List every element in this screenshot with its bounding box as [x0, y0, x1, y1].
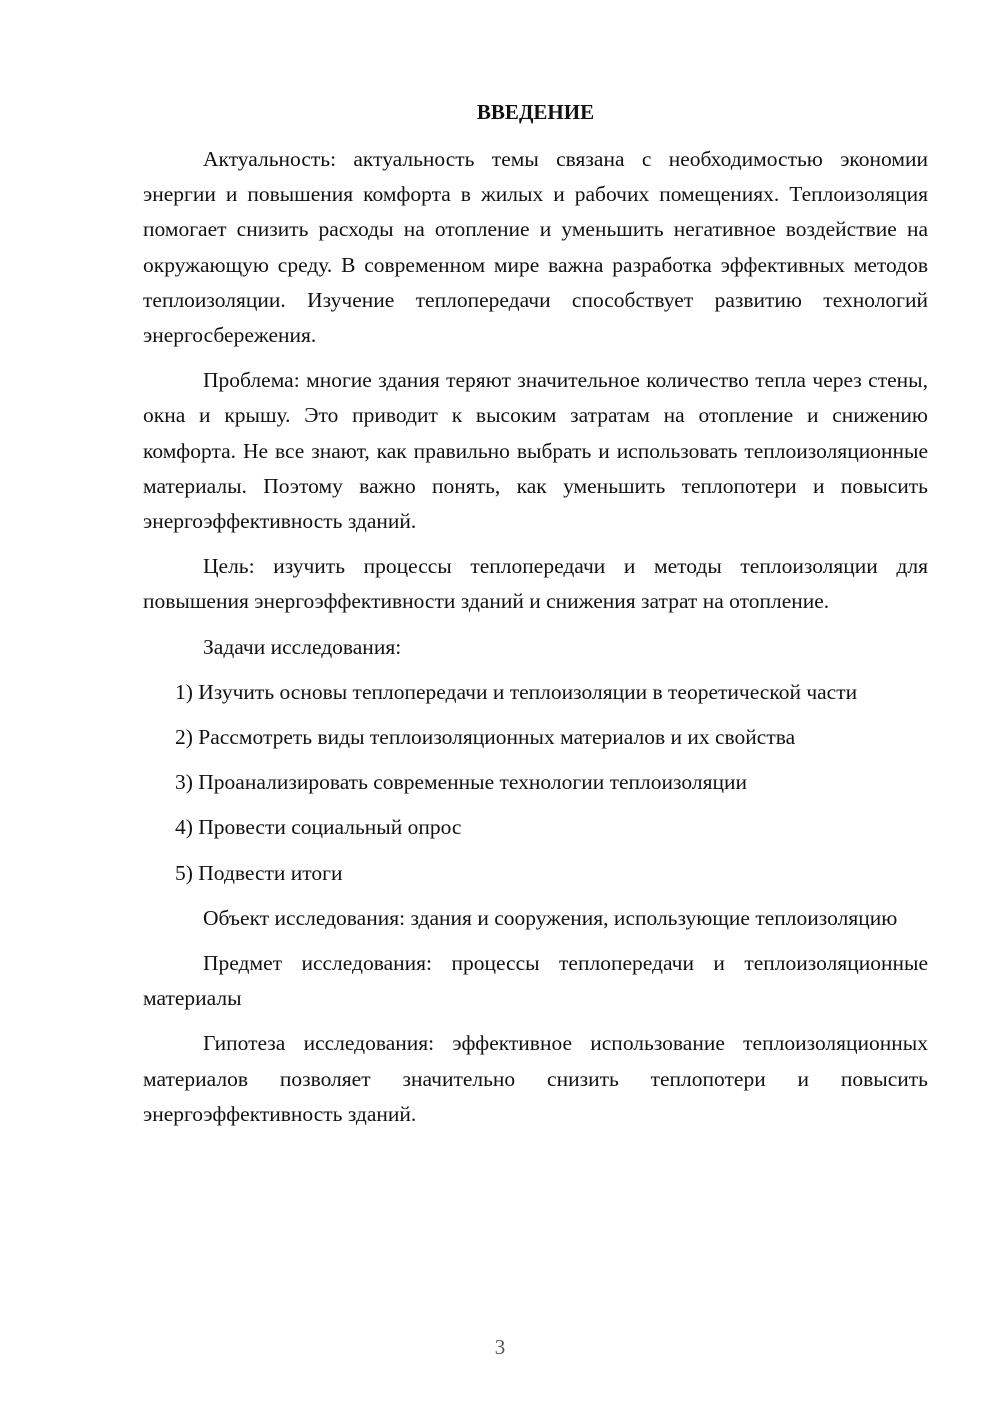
- paragraph-hypothesis: Гипотеза исследования: эффективное использование теплоизоляционных материалов позволяет значительно снизить теплопотери и повысить энергоэффективность зданий.: [143, 1031, 928, 1126]
- body-text: [143, 142, 928, 1142]
- paragraph-goal: Цель: изучить процессы теплопередачи и методы теплоизоляции для повышения энергоэффективности зданий и снижения затрат на отопление.: [143, 554, 928, 614]
- task-item-1: 1) Изучить основы теплопередачи и теплоизоляции в теоретической части: [175, 679, 858, 704]
- task-item-5: 5) Подвести итоги: [175, 860, 343, 885]
- paragraph-object: Объект исследования: здания и сооружения, использующие теплоизоляцию: [203, 905, 898, 930]
- task-item-3: 3) Проанализировать современные технологии теплоизоляции: [175, 770, 747, 795]
- task-item-4: 4) Провести социальный опрос: [175, 815, 462, 840]
- paragraph-tasks-heading: Задачи исследования:: [203, 634, 402, 659]
- page-number: 3: [494, 1335, 506, 1359]
- paragraph-problem: Проблема: многие здания теряют значительное количество тепла через стены, окна и крышу. Это приводит к высоким затратам на отопление и снижению комфорта. Не все знают, как правильно выбрать и использовать теплоизоляционные материалы. Поэтому важно понять, как уменьшить теплопотери и повысить энергоэффективность зданий.: [143, 368, 928, 534]
- paragraph-relevance: Актуальность: актуальность темы связана с необходимостью экономии энергии и повышения комфорта в жилых и рабочих помещениях. Теплоизоляция помогает снизить расходы на отопление и уменьшить негативное воздействие на окружающую среду. В современном мире важна разработка эффективных методов теплоизоляции. Изучение теплопередачи способствует развитию технологий энергосбережения.: [143, 147, 928, 348]
- paragraph-subject: Предмет исследования: процессы теплопередачи и теплоизоляционные материалы: [143, 951, 928, 1011]
- page-title: ВВЕДЕНИЕ: [476, 100, 595, 124]
- task-item-2: 2) Рассмотреть виды теплоизоляционных материалов и их свойства: [175, 725, 796, 750]
